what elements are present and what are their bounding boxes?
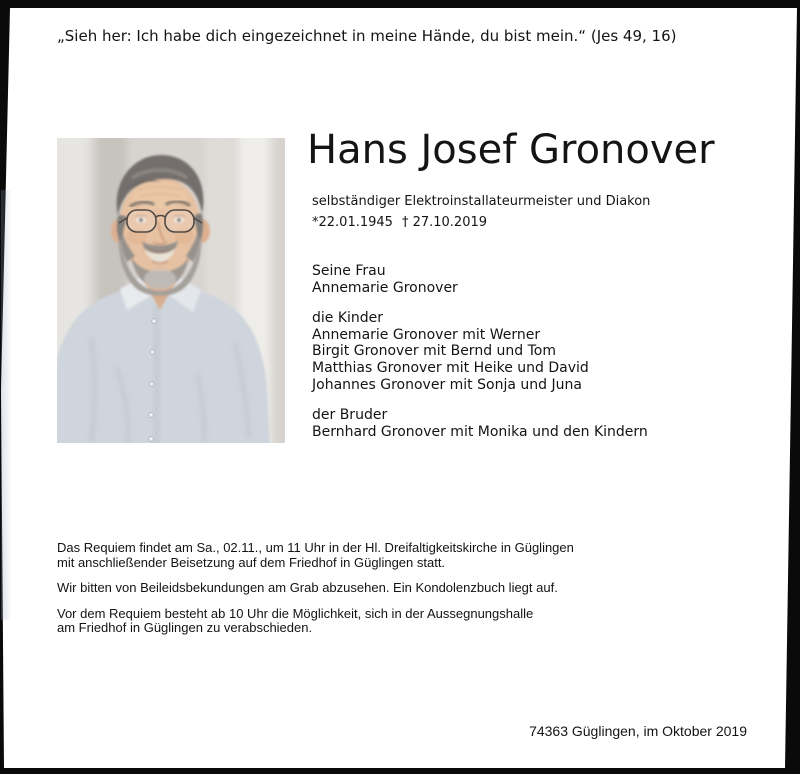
- notice-line: Vor dem Requiem besteht ab 10 Uhr die Möglichkeit, sich in der Aussegnungshalle: [57, 605, 534, 621]
- mourner-name: Johannes Gronover mit Sonja und Juna: [312, 376, 582, 393]
- funeral-notices: [57, 541, 574, 647]
- mourner-name: Birgit Gronover mit Bernd und Tom: [312, 343, 556, 360]
- notice-line: Wir bitten von Beileidsbekundungen am Grab abzusehen. Ein Kondolenzbuch liegt auf.: [57, 580, 558, 596]
- mourner-name: Annemarie Gronover: [312, 279, 458, 296]
- notice-condolence: [57, 581, 574, 596]
- mourner-name: Matthias Gronover mit Heike und David: [312, 359, 589, 376]
- mourner-group-label: der Bruder: [312, 407, 388, 424]
- portrait-photo: [57, 138, 285, 443]
- death-date: † 27.10.2019: [401, 215, 488, 230]
- portrait-illustration: [57, 138, 285, 443]
- birth-date: *22.01.1945: [312, 215, 393, 230]
- mourner-group-wife: [312, 263, 648, 296]
- scripture-quote: „Sieh her: Ich habe dich eingezeichnet in meine Hände, du bist mein.“ (Jes 49, 16): [57, 27, 677, 45]
- mourner-name: Bernhard Gronover mit Monika und den Kindern: [312, 423, 648, 440]
- deceased-profession: selbständiger Elektroinstallateurmeister und Diakon: [312, 194, 651, 209]
- mourner-group-children: [312, 310, 648, 393]
- notice-requiem: [57, 541, 574, 570]
- place-date: 74363 Güglingen, im Oktober 2019: [529, 723, 747, 739]
- notice-line: am Friedhof in Güglingen zu verabschieden.: [57, 620, 313, 636]
- scan-edge-shadow: [1, 190, 12, 620]
- notice-farewell: [57, 607, 574, 636]
- notice-line: Das Requiem findet am Sa., 02.11., um 11 Uhr in der Hl. Dreifaltigkeitskirche in Güglingen: [57, 540, 574, 555]
- deceased-name: Hans Josef Gronover: [307, 127, 715, 173]
- mourners-list: [312, 263, 648, 454]
- mourner-name: Annemarie Gronover mit Werner: [312, 326, 541, 343]
- mourner-group-label: die Kinder: [312, 310, 384, 327]
- notice-line: mit anschließender Beisetzung auf dem Friedhof in Güglingen statt.: [57, 554, 446, 570]
- mourner-group-label: Seine Frau: [312, 263, 386, 279]
- mourner-group-brother: [312, 407, 648, 440]
- life-dates: [312, 215, 487, 230]
